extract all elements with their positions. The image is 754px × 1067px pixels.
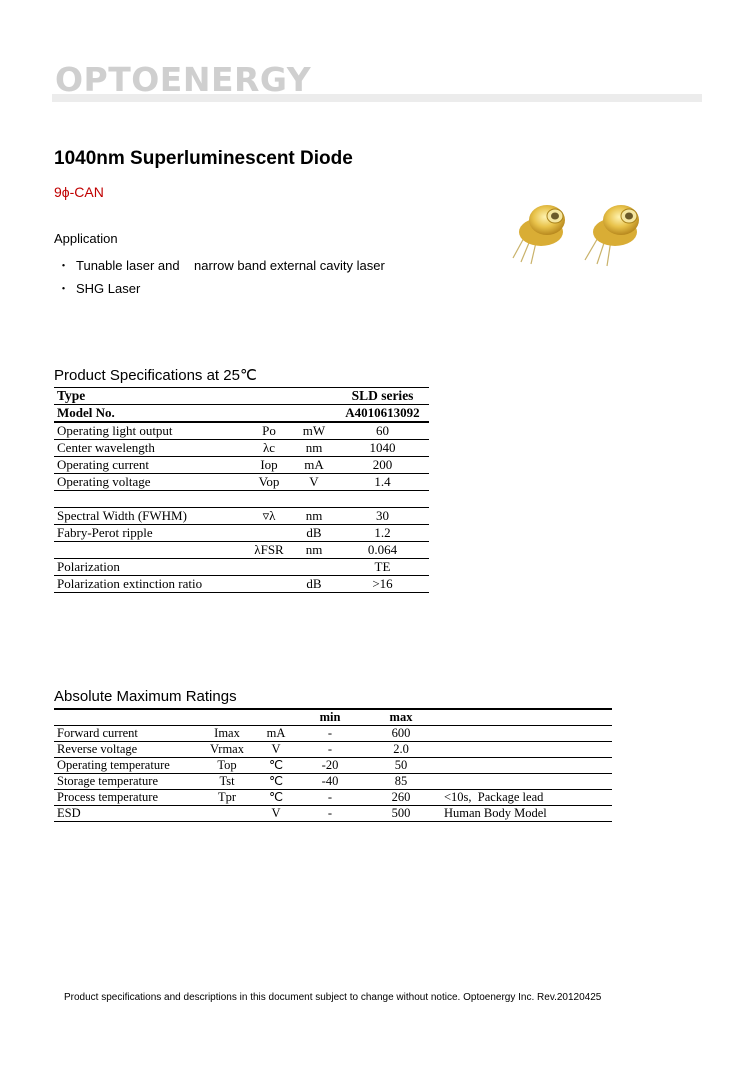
can-left	[513, 205, 565, 264]
spacer-row	[54, 491, 429, 508]
table-row: Fabry-Perot ripple dB 1.2	[54, 525, 429, 542]
table-row: Reverse voltage Vrmax V - 2.0	[54, 742, 612, 758]
spec-type-row	[54, 388, 429, 405]
table-row: Center wavelength λc nm 1040	[54, 440, 429, 457]
can-right	[585, 205, 639, 266]
application-item	[54, 278, 385, 301]
amr-header-row	[54, 709, 612, 726]
table-row: Polarization TE	[54, 559, 429, 576]
series-label: SLD series	[351, 388, 414, 403]
spec-model-row	[54, 405, 429, 423]
table-row: Operating voltage Vop V 1.4	[54, 474, 429, 491]
table-row: Spectral Width (FWHM) ▿λ nm 30	[54, 508, 429, 525]
table-row: Operating light output Po mW 60	[54, 422, 429, 440]
package-type: 9ϕ-CAN	[54, 184, 104, 200]
spec-section-title: Product Specifications at 25℃	[54, 367, 257, 384]
product-spec-table	[54, 387, 429, 593]
application-heading: Application	[54, 231, 118, 246]
absolute-max-ratings-table	[54, 708, 612, 822]
brand-logo-text: OPTOENERGY	[55, 60, 312, 99]
table-row: Forward current Imax mA - 600	[54, 726, 612, 742]
table-row: Operating current Iop mA 200	[54, 457, 429, 474]
table-row: Operating temperature Top ℃ -20 50	[54, 758, 612, 774]
application-item-text: Tunable laser and narrow band external cavity laser	[76, 258, 385, 273]
bullet-icon: ・	[57, 281, 71, 296]
table-row: λFSR nm 0.064	[54, 542, 429, 559]
model-label: Model No.	[57, 405, 115, 420]
footer-disclaimer: Product specifications and descriptions in this document subject to change without notice. Optoenergy Inc. Rev.20120425	[64, 992, 602, 1003]
application-item	[54, 255, 385, 278]
type-label: Type	[57, 388, 86, 403]
delta-lambda-icon: ▿λ	[262, 508, 276, 523]
min-header: min	[319, 710, 341, 724]
bullet-icon: ・	[57, 258, 71, 273]
max-header: max	[389, 710, 413, 724]
to-can-package-image	[505, 196, 655, 268]
application-item-text: SHG Laser	[76, 281, 141, 296]
amr-section-title: Absolute Maximum Ratings	[54, 688, 237, 705]
table-row: Storage temperature Tst ℃ -40 85	[54, 774, 612, 790]
product-title: 1040nm Superluminescent Diode	[54, 148, 353, 169]
model-number: A4010613092	[345, 405, 420, 420]
table-row: Process temperature Tpr ℃ - 260 <10s, Package lead	[54, 790, 612, 806]
table-row: Polarization extinction ratio dB >16	[54, 576, 429, 593]
table-row: ESD V - 500 Human Body Model	[54, 806, 612, 822]
application-list	[54, 255, 385, 301]
